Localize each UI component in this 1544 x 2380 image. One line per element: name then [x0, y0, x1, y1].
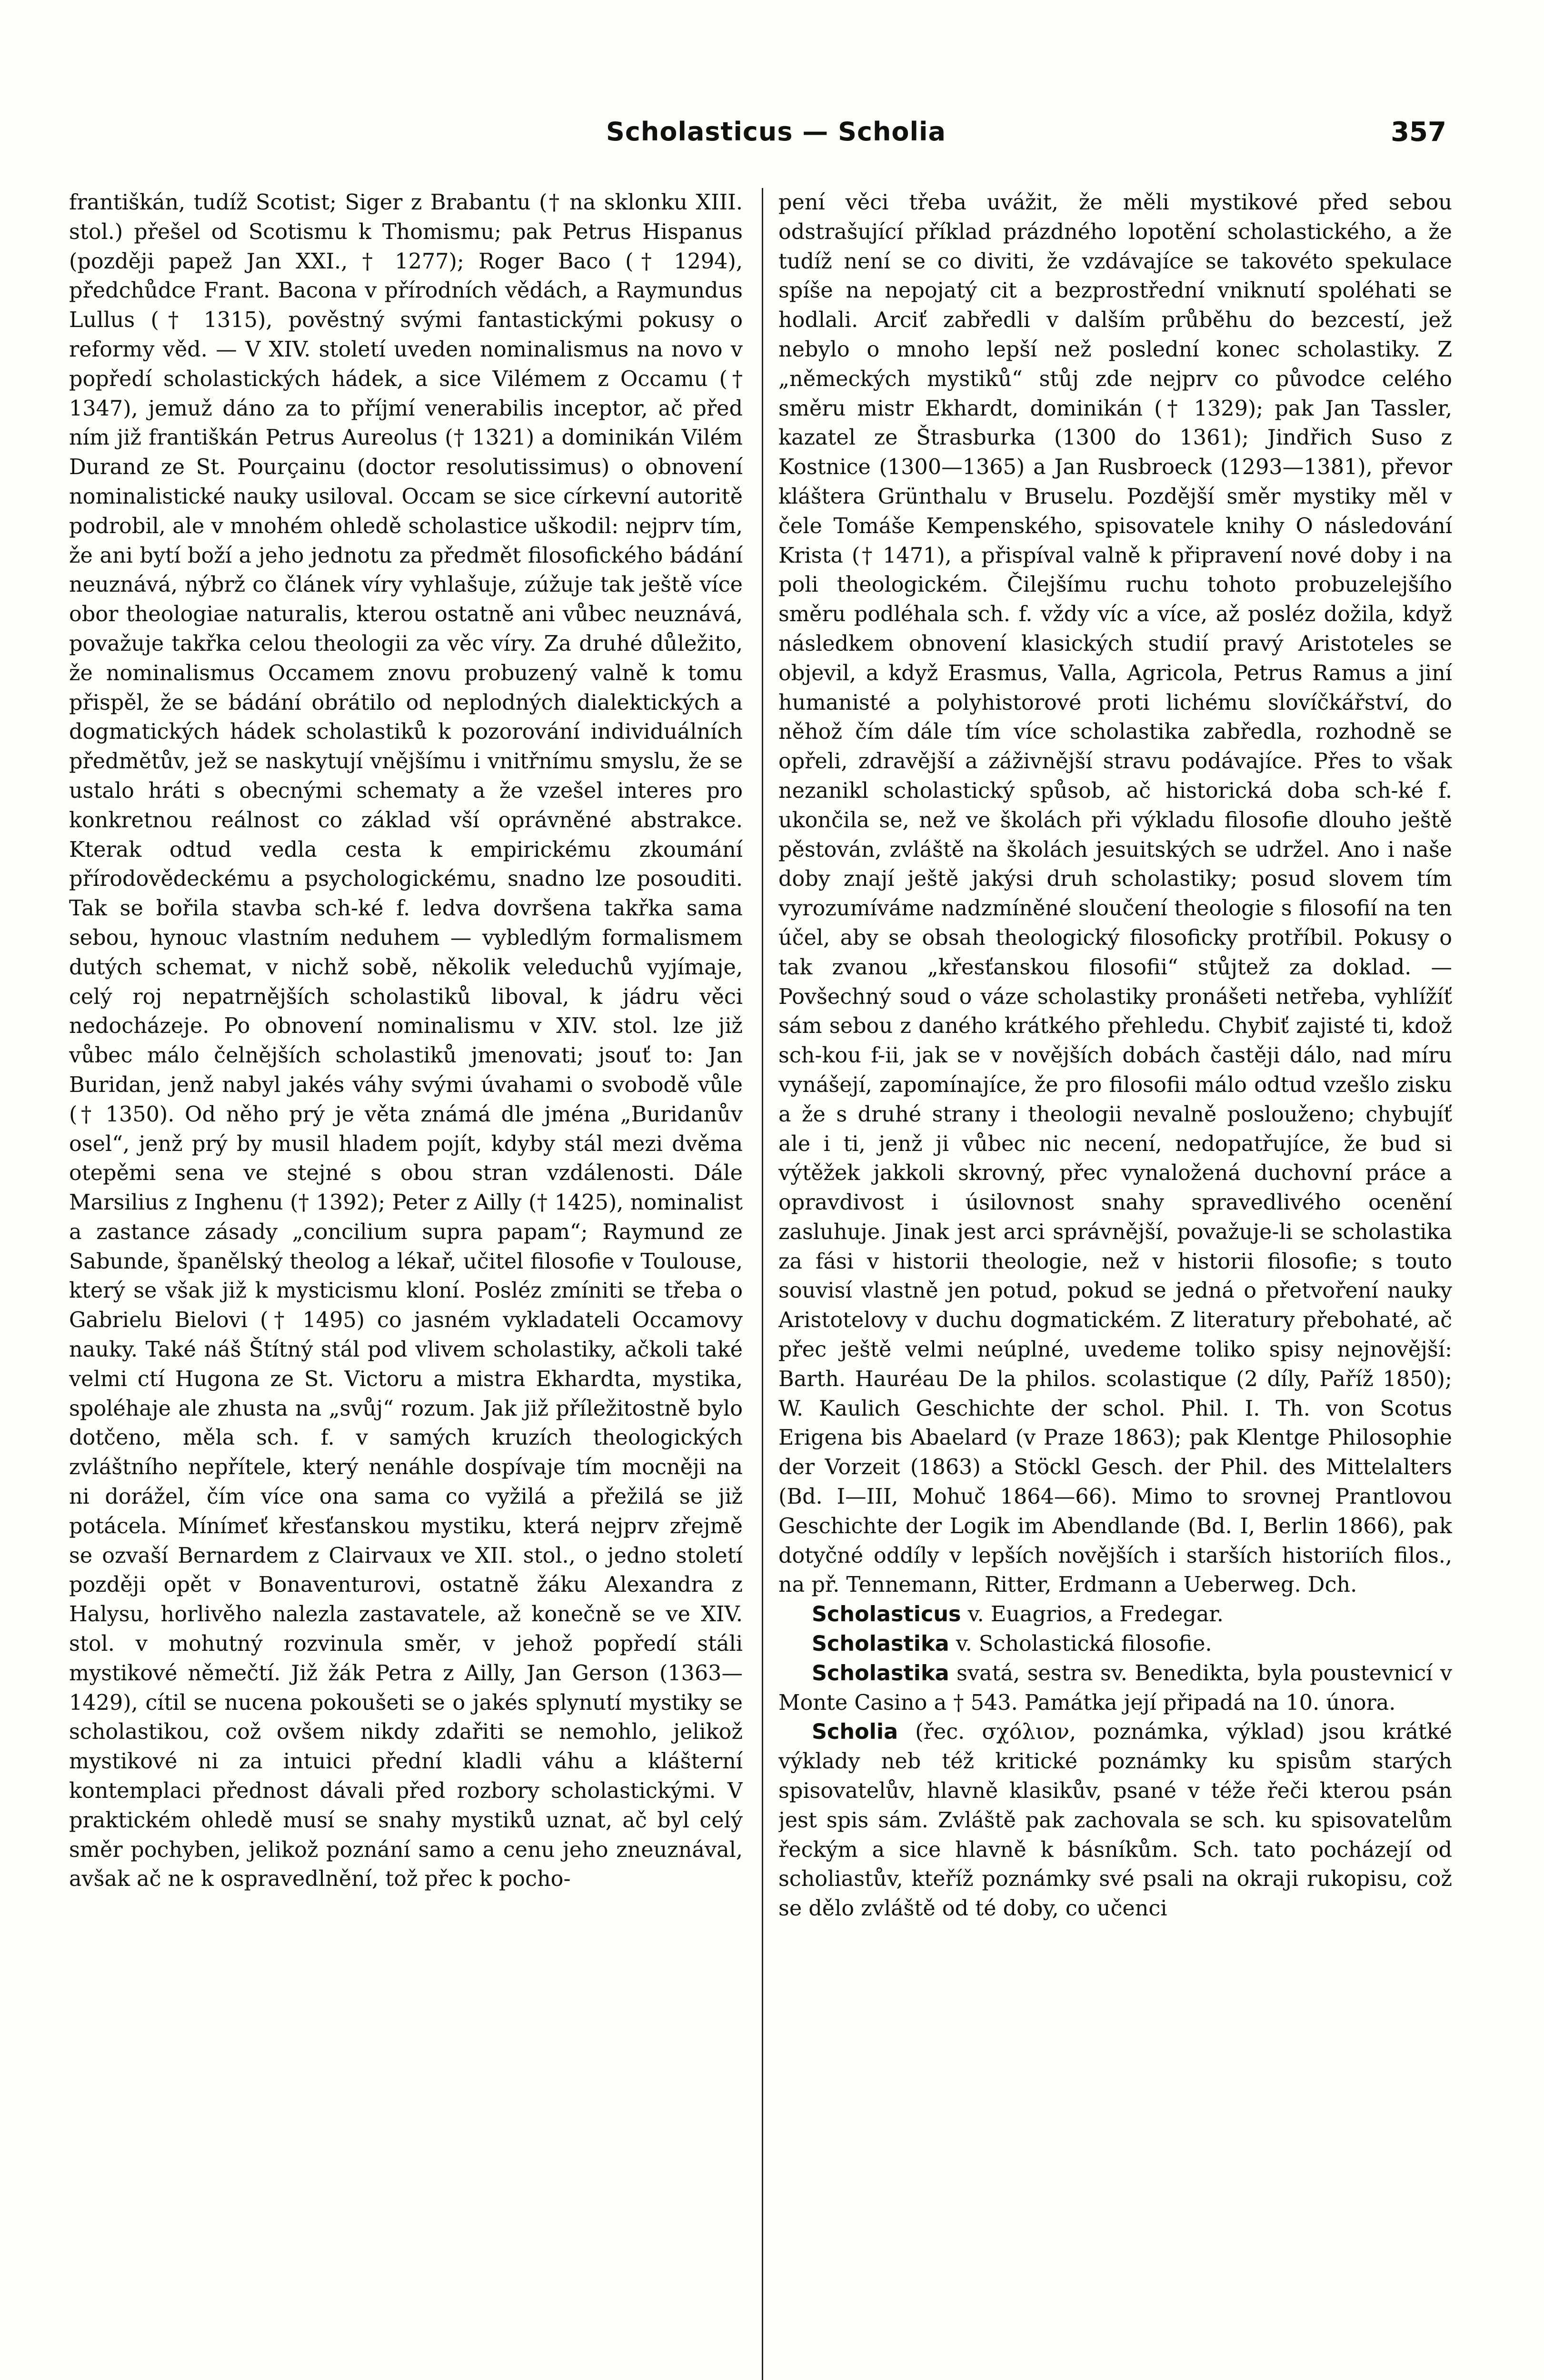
- entry-headword: Scholia: [812, 1720, 898, 1745]
- entry-text: v. Euagrios, a Fredegar.: [967, 1602, 1224, 1627]
- right-column-body: pení věci třeba uvážit, že měli mystikové před sebou odstrašující příklad prázdného lopotění scholastického, a že tudíž není se co diviti, že vzdávajíce se takovéto spekulace spíše na nepojatý cit a bezprostřední vniknutí spoléhati se hodlali. Arciť zabředli v dalším průběhu do bezcestí, jež nebylo o mnoho lepší než poslední konec scholastiky. Z „německých mystiků“ stůj zde nejprv co původce celého směru mistr Ekhardt, dominikán († 1329); pak Jan Tassler, kazatel ze Štrasburka (1300 do 1361); Jindřich Suso z Kostnice (1300—1365) a Jan Rusbroeck (1293—1381), převor kláštera Grünthalu v Bruselu. Pozdější směr mystiky měl v čele Tomáše Kempenského, spisovatele knihy O následování Krista († 1471), a přispíval valně k připravení nové doby i na poli theologickém. Čilejšímu ruchu tohoto probuzelejšího směru podléhala sch. f. vždy víc a více, až posléz dožila, když následkem obnovení klasických studií pravý Aristoteles se objevil, a když Erasmus, Valla, Agricola, Petrus Ramus a jiní humanisté a polyhistorové proti lichému slovíčkářství, do něhož čím dále tím více scholastika zabředla, rozhodně se opřeli, zdravější a záživnější stravu podávajíce. Přes to však nezanikl scholastický spůsob, ač historická doba sch-ké f. ukončila se, než ve školách při výkladu filosofie dlouho ještě pěstován, zvláště na školách jesuitských se udržel. Ano i naše doby znají ještě jakýsi druh scholastiky; posud slovem tím vyrozumíváme nadzmíněné sloučení theologie s filosofií na ten účel, aby se obsah theologický filosoficky protříbil. Pokusy o tak zvanou „křesťanskou filosofii“ stůjtež za doklad. — Povšechný soud o váze scholastiky pronášeti netřeba, vyhlížíť sám sebou z daného krátkého přehledu. Chybiť zajisté ti, kdož sch-kou f-ii, jak se v novějších dobách častěji dálo, nad míru vynášejí, zapomínajíce, že pro filosofii málo odtud vzešlo zisku a že s druhé strany i theologii nevalně poslouženo; chybujíť ale i ti, jenž ji vůbec nic necení, nedopatřujíce, že bud si výtěžek jakkoli skrovný, přec vynaložená duchovní práce a opravdivost i úsilovnost snahy spravedlivého ocenění zasluhuje. Jinak jest arci správnější, považuje-li se scholastika za fási v historii theologie, než v historii filosofie; s touto souvisí vlastně jen potud, pokud se jedná o přetvoření nauky Aristotelovy v duchu dogmatickém. Z literatury přebohaté, ač přec ještě velmi neúplné, uvedeme toliko spisy nejnovější: Barth. Hauréau De la philos. scolastique (2 díly, Paříž 1850); W. Kaulich Geschichte der schol. Phil. I. Th. von Scotus Erigena bis Abaelard (v Praze 1863); pak Klentge Philosophie der Vorzeit (1863) a Stöckl Gesch. der Phil. des Mittelalters (Bd. I—III, Mohuč 1864—66). Mimo to srovnej Prantlovou Geschichte der Logik im Abendlande (Bd. I, Berlin 1866), pak dotyčné oddíly v lepších novějších i starších historiích filos., na př. Tennemann, Ritter, Erdmann a Ueberweg. Dch.: [778, 190, 1452, 1597]
- entry-headword: Scholastika: [812, 1632, 949, 1656]
- entry-headword: Scholasticus: [812, 1602, 961, 1627]
- left-column: [69, 188, 743, 2380]
- entry-text: (řec. σχόλιον, poznámka, výklad) jsou krátké výklady neb též kritické poznámky ku spisům starých spisovatelův, hlavně klasikův, psané v téže řeči kterou psán jest spis sám. Zvláště pak zachovala se sch. ku spisovatelům řeckým a sice hlavně k básníkům. Sch. tato pocházejí od scholiastův, kteříž poznámky své psali na okraji rukopisu, což se dělo zvláště od té doby, co učenci: [778, 1720, 1452, 1921]
- entry-scholasticus: [778, 1600, 1452, 1629]
- left-column-text: františkán, tudíž Scotist; Siger z Brabantu († na sklonku XIII. stol.) přešel od Scotismu k Thomismu; pak Petrus Hispanus (později papež Jan XXI., † 1277); Roger Baco († 1294), předchůdce Frant. Bacona v přírodních vědách, a Raymundus Lullus († 1315), pověstný svými fantastickými pokusy o reformy věd. — V XIV. století uveden nominalismus na novo v popředí scholastických hádek, a sice Vilémem z Occamu († 1347), jemuž dáno za to příjmí venerabilis inceptor, ač před ním již františkán Petrus Aureolus († 1321) a dominikán Vilém Durand ze St. Pourçainu (doctor resolutissimus) o obnovení nominalistické nauky usiloval. Occam se sice církevní autoritě podrobil, ale v mnohém ohledě scholastice uškodil: nejprv tím, že ani bytí boží a jeho jednotu za předmět filosofického bádání neuznává, nýbrž co článek víry vyhlašuje, zúžuje tak ještě více obor theologiae naturalis, kterou ostatně ani vůbec neuznává, považuje takřka celou theologii za věc víry. Za druhé důležito, že nominalismus Occamem znovu probuzený valně k tomu přispěl, že se bádání obrátilo od neplodných dialektických a dogmatických hádek scholastiků k pozorování individuálních předmětův, jež se naskytují vnějšímu i vnitřnímu smyslu, že se ustalo hráti s obecnými schematy a že vzešel interes pro konkretnou reálnost co základ vší oprávněné abstrakce. Kterak odtud vedla cesta k empirickému zkoumání přírodovědeckému a psychologickému, snadno lze posouditi. Tak se bořila stavba sch-ké f. ledva dovršena takřka sama sebou, hynouc vlastním neduhem — vybledlým formalismem dutých schemat, v nichž sobě, několik veleduchů vyjímaje, celý roj nepatrnějších scholastiků liboval, k jádru věci nedocházeje. Po obnovení nominalismu v XIV. stol. lze již vůbec málo čelnějších scholastiků jmenovati; jsouť to: Jan Buridan, jenž nabyl jakés váhy svými úvahami o svobodě vůle († 1350). Od něho prý je věta známá dle jména „Buridanův osel“, jenž prý by musil hladem pojít, kdyby stál mezi dvěma otepěmi sena ve stejné s obou stran vzdálenosti. Dále Marsilius z Inghenu († 1392); Peter z Ailly († 1425), nominalist a zastance zásady „concilium supra papam“; Raymund ze Sabunde, španělský theolog a lékař, učitel filosofie v Toulouse, který se však již k mysticismu kloní. Posléz zmíniti se třeba o Gabrielu Bielovi († 1495) co jasném vykladateli Occamovy nauky. Také náš Štítný stál pod vlivem scholastiky, ačkoli také velmi ctí Hugona ze St. Victoru a mistra Ekhardta, mystika, spoléhaje ale zhusta na „svůj“ rozum. Jak již příležitostně bylo dotčeno, měla sch. f. v samých kruzích theologických zvláštního nepřítele, který nenáhle dospívaje tím mocněji na ni dorážel, čím více ona sama co vyžilá a přežilá se již potácela. Mínímeť křesťanskou mystiku, která nejprv zřejmě se ozvaší Bernardem z Clairvaux ve XII. stol., o jedno století později opět v Bonaventurovi, ostatně žáku Alexandra z Halysu, horlivěho nalezla zastavatele, až konečně se ve XIV. stol. v mohutný rozvinula směr, v jehož popředí stáli mystikové němečtí. Již žák Petra z Ailly, Jan Gerson (1363—1429), cítil se nucena pokoušeti se o jakés splynutí mystiky se scholastikou, což ovšem nikdy zdařiti se nemohlo, jelikož mystikové ni za intuici přední kladli váhu a klášterní kontemplaci přednost dávali před rozbory scholastickými. V praktickém ohledě musí se snahy mystiků uznat, ač byl celý směr pochyben, jelikož poznání samo a cenu jeho zneuznával, avšak ač ne k ospravedlnění, tož přec k pocho-: [69, 190, 743, 1892]
- entry-scholastika: [778, 1629, 1452, 1659]
- running-head: Scholasticus — Scholia: [606, 117, 946, 147]
- entry-text: svatá, sestra sv. Benedikta, byla poustevnicí v Monte Casino a † 543. Památka její připadá na 10. února.: [778, 1661, 1452, 1715]
- entry-text: v. Scholastická filosofie.: [956, 1632, 1212, 1656]
- right-column: [778, 188, 1452, 2380]
- column-divider: [762, 188, 763, 2380]
- entry-scholia: [778, 1717, 1452, 1924]
- entry-scholastika-svata: [778, 1659, 1452, 1718]
- entry-headword: Scholastika: [812, 1661, 949, 1686]
- page-number: 357: [1391, 117, 1446, 148]
